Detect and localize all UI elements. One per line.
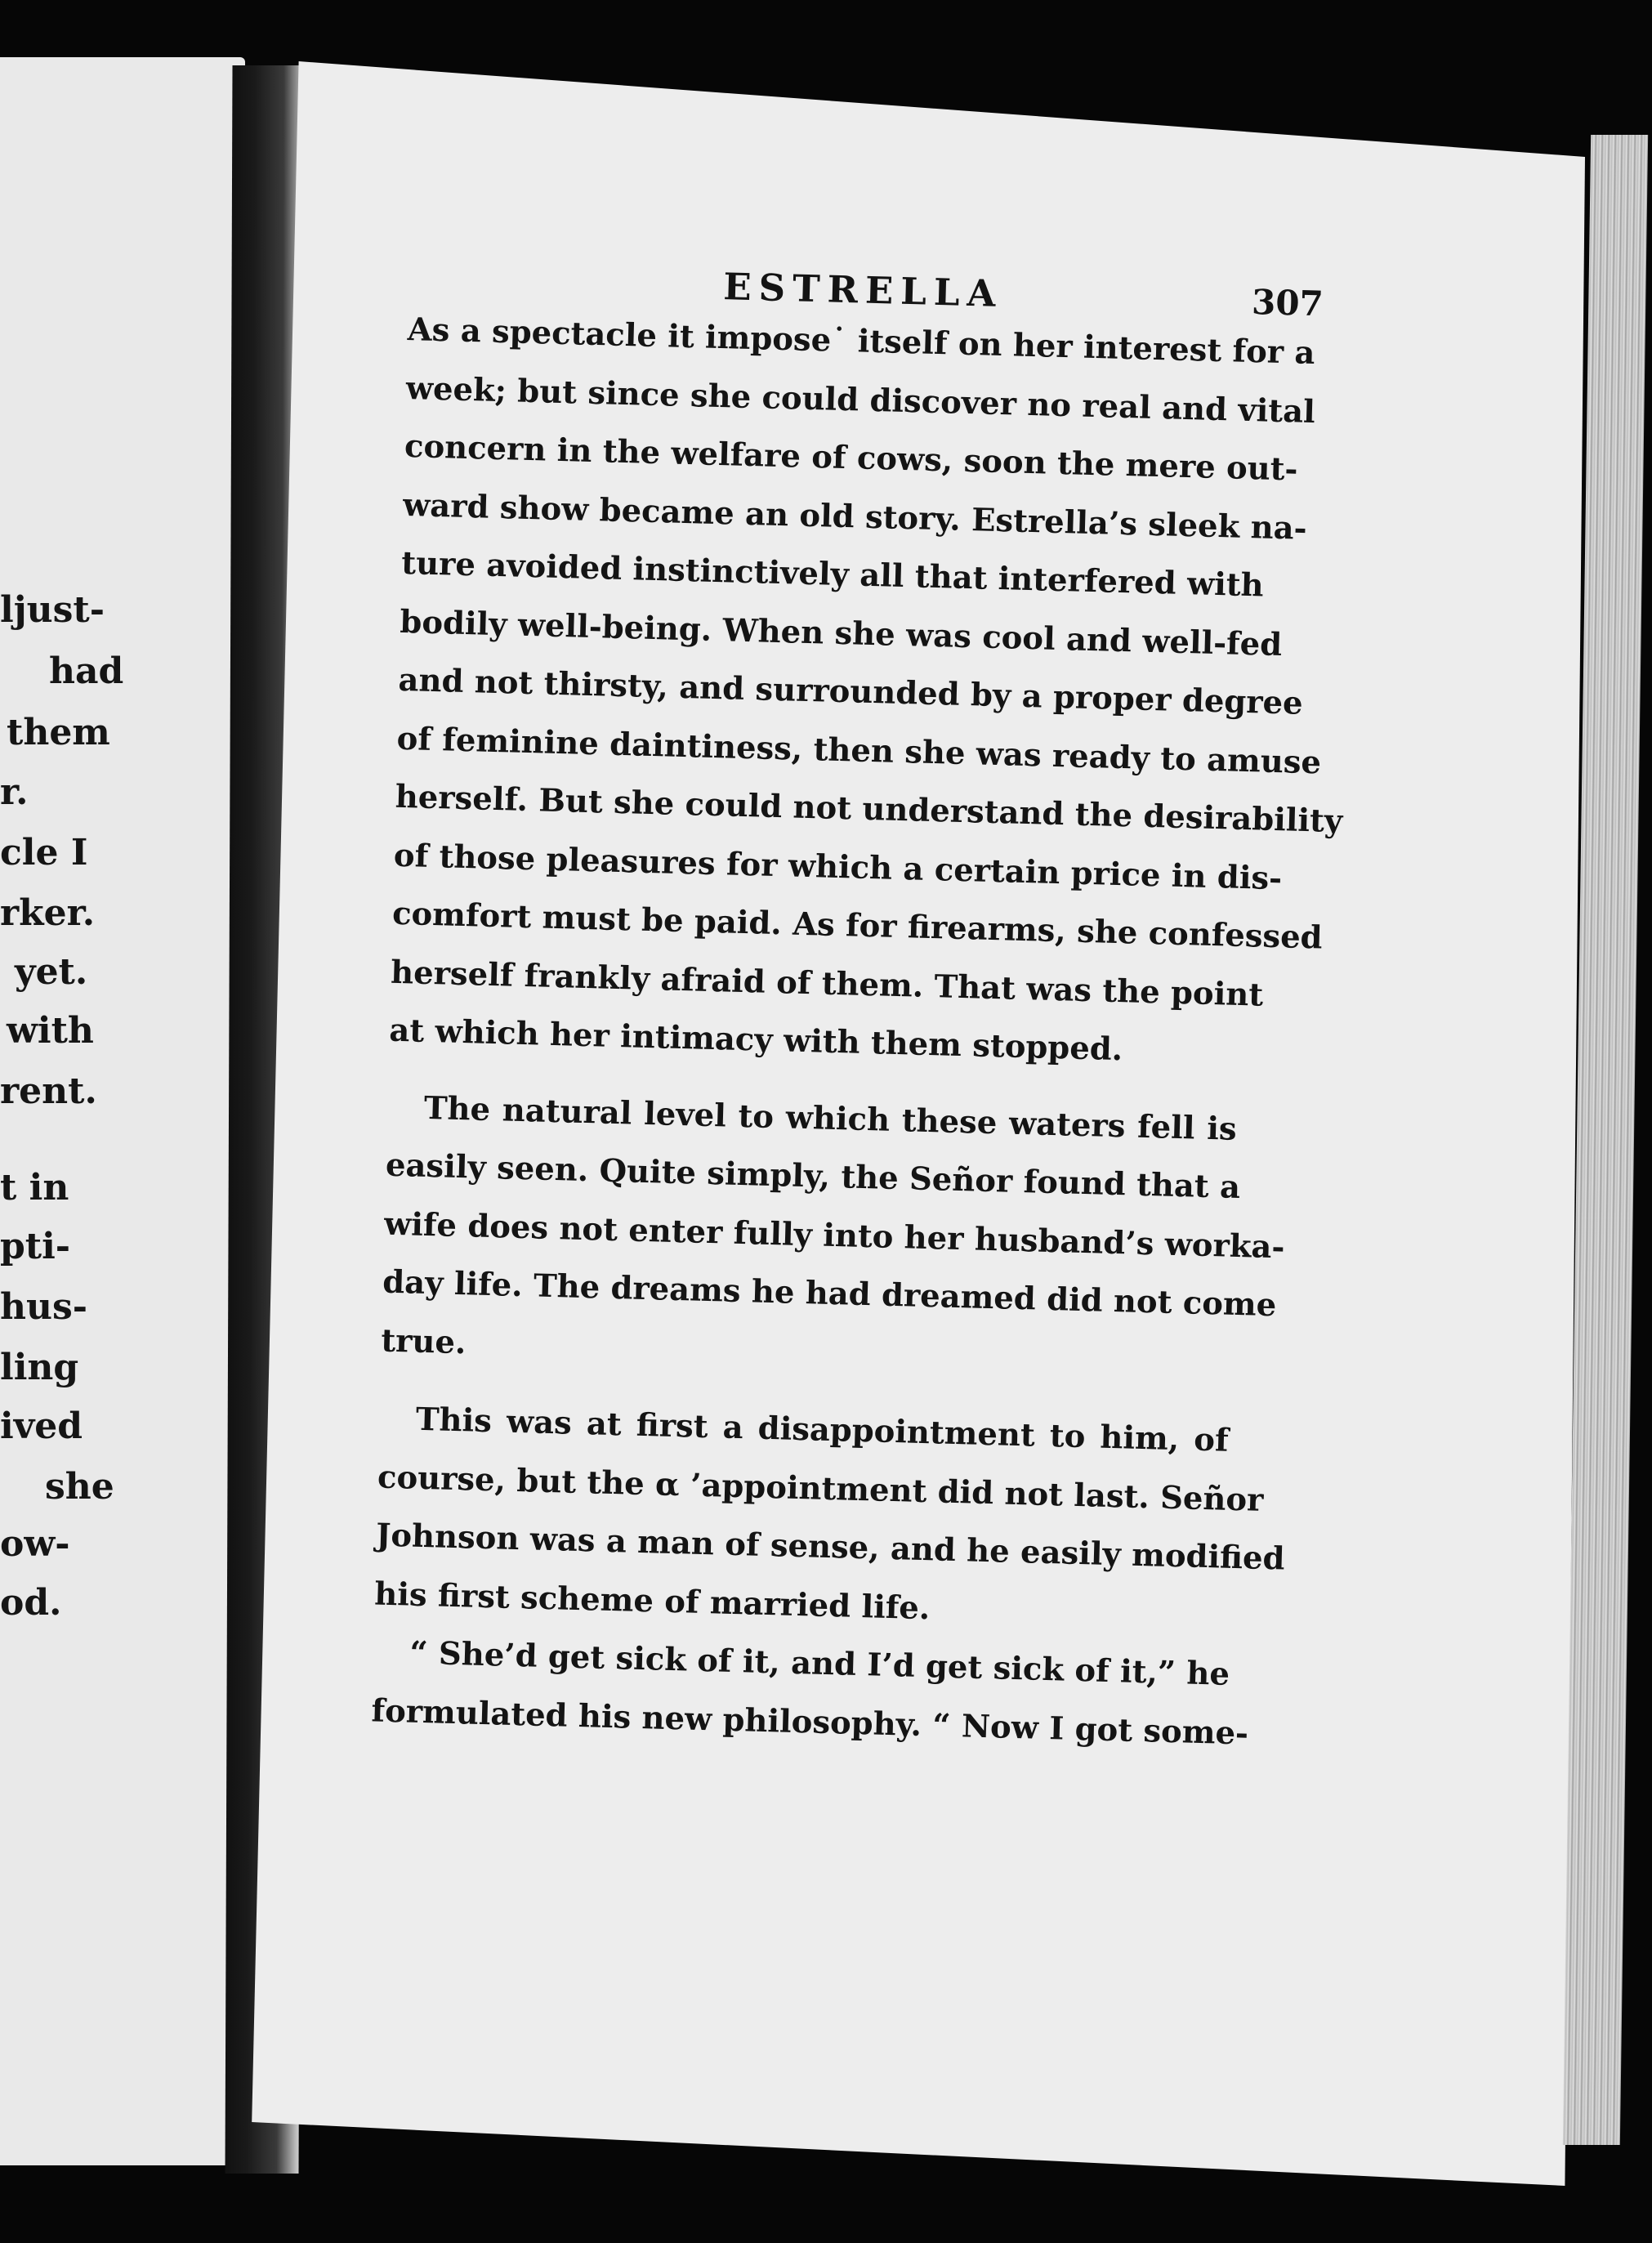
body-text-line: his first scheme of married life. [373, 1575, 931, 1627]
page-number: 307 [1251, 282, 1324, 324]
body-text-line: at which her intimacy with them stopped. [388, 1012, 1123, 1069]
left-page-fragment: yet. [15, 951, 88, 993]
left-page-fragment: ow- [0, 1523, 70, 1565]
body-text-line: As a spectacle it impose˙ itself on her interest for a [407, 311, 1316, 373]
body-text-line: wife does not enter fully into her husband’s worka- [383, 1205, 1285, 1266]
left-page-fragment: hus- [0, 1286, 88, 1328]
left-page-fragment: ljust- [0, 589, 105, 631]
left-page-fragment: r. [0, 771, 29, 813]
left-page-fragment: she [45, 1466, 114, 1508]
left-page-fragment: ived [0, 1405, 83, 1447]
body-text-line: of feminine daintiness, then she was ready to amuse [396, 720, 1322, 781]
body-text-line: formulated his new philosophy. “ Now I got some- [371, 1691, 1249, 1753]
body-text-line: ture avoided instinctively all that interfered with [400, 544, 1265, 605]
left-page-fragment: had [49, 650, 124, 692]
body-text-line: of those pleasures for which a certain price in dis- [393, 837, 1283, 897]
body-text-line: The natural level to which these waters fell is [423, 1089, 1238, 1148]
body-text-line: easily seen. Quite simply, the Señor found that a [385, 1146, 1241, 1207]
left-page-fragment: ling [0, 1347, 79, 1388]
body-text-line: ward show became an old story. Estrella’s sleek na- [402, 486, 1308, 547]
left-page-fragment: with [7, 1010, 94, 1052]
body-text-line: comfort must be paid. As for firearms, she confessed [391, 895, 1324, 957]
left-page-fragment: rker. [0, 892, 96, 934]
body-text-line: “ She’d get sick of it, and I’d get sick of it,” he [409, 1634, 1230, 1693]
left-page-fragment: rent. [0, 1070, 97, 1112]
body-text-line: bodily well-being. When she was cool and well-fed [399, 603, 1283, 664]
body-text-line: herself. But she could not understand the desirability [395, 778, 1343, 841]
body-text-line: concern in the welfare of cows, soon the mere out- [404, 427, 1299, 489]
running-head: ESTRELLA [722, 265, 1004, 316]
body-text-line: Johnson was a man of sense, and he easily modified [375, 1517, 1286, 1578]
left-page-fragment: them [7, 712, 110, 753]
body-text-line: herself frankly afraid of them. That was the point [390, 954, 1264, 1014]
body-text-line: This was at first a disappointment to him, of [415, 1401, 1230, 1459]
body-text-line: true. [380, 1322, 467, 1361]
body-text-line: week; but since she could discover no real and vital [405, 369, 1316, 431]
body-text-line: course, but the α ’appointment did not last. Señor [377, 1459, 1265, 1519]
left-page-fragment: cle I [0, 832, 88, 874]
left-page-fragment: t in [0, 1167, 69, 1209]
left-page-fragment: od. [0, 1582, 62, 1624]
left-page-fragment: pti- [0, 1226, 71, 1267]
body-text-line: day life. The dreams he had dreamed did not come [382, 1263, 1277, 1325]
body-text-line: and not thirsty, and surrounded by a proper degree [398, 661, 1304, 722]
